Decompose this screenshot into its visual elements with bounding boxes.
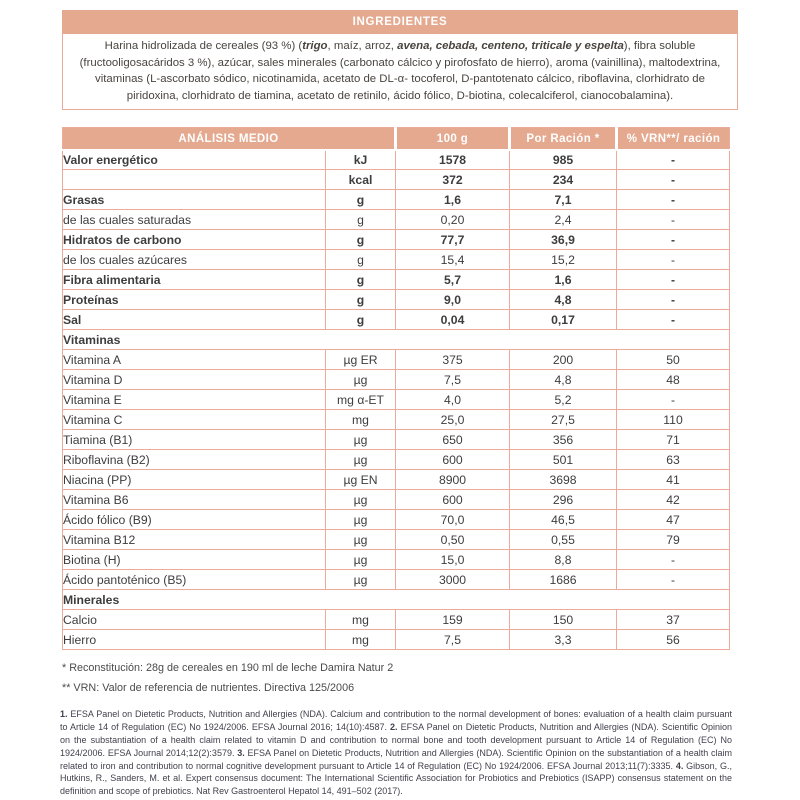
value-100g: 70,0: [396, 510, 510, 530]
table-row: [63, 290, 730, 310]
value-vrn-racion: 56: [617, 630, 730, 650]
value-100g: 1578: [396, 150, 510, 170]
nutrient-name: Niacina (PP): [63, 470, 326, 490]
table-row: [63, 230, 730, 250]
nutrient-unit: µg: [326, 370, 396, 390]
reference-number: 2.: [390, 722, 398, 733]
nutrient-name: Vitamina B6: [63, 490, 326, 510]
nutrient-name: Grasas: [63, 190, 326, 210]
nutrient-unit: kJ: [326, 150, 396, 170]
ingredients-section: [62, 10, 738, 110]
value-por-racion: 5,2: [510, 390, 617, 410]
value-100g: 650: [396, 430, 510, 450]
value-vrn-racion: -: [617, 390, 730, 410]
value-por-racion: 27,5: [510, 410, 617, 430]
value-vrn-racion: -: [617, 250, 730, 270]
nutrient-unit: µg: [326, 530, 396, 550]
text-run: EFSA Panel on Dietetic Products, Nutrition and Allergies (NDA). Scientific Opinion on the substantiation of a health claim related to iron and contribution to normal cognitive development pursuant to Article 14 of Regulation (EC) No 1924/2006. EFSA Journal 2013;11(7):3335.: [60, 747, 732, 771]
reference-number: 4.: [675, 760, 684, 771]
table-row: [63, 390, 730, 410]
nutrient-unit: µg: [326, 550, 396, 570]
table-row: [63, 210, 730, 230]
value-por-racion: 36,9: [510, 230, 617, 250]
value-por-racion: 2,4: [510, 210, 617, 230]
nutrient-name: Proteínas: [63, 290, 326, 310]
text-run: ), fibra soluble (fructooligosacáridos 3 %), azúcar, sales minerales (carbonato cálcico y pirofosfato de hierro), aroma (vainillina), maltodextrina, vitaminas (L-ascorbato sódico, nicotinamida, acetato de DL-α- tocoferol, D-pantotenato cálcico, riboflavina, clorhidrato de piridoxina, clorhidrato de tiamina, acetato de retinilo, ácido fólico, D-biotina, colecalciferol, cianocobalamina).: [79, 40, 721, 102]
reference-number: 1.: [60, 709, 68, 720]
table-row: [63, 430, 730, 450]
value-vrn-racion: -: [617, 290, 730, 310]
value-vrn-racion: 71: [617, 430, 730, 450]
value-100g: 8900: [396, 470, 510, 490]
nutrient-name: Hidratos de carbono: [63, 230, 326, 250]
table-row: [63, 490, 730, 510]
value-vrn-racion: 42: [617, 490, 730, 510]
value-vrn-racion: -: [617, 230, 730, 250]
value-por-racion: 15,2: [510, 250, 617, 270]
nutrient-name: Fibra alimentaria: [63, 270, 326, 290]
value-100g: 77,7: [396, 230, 510, 250]
references-text: [60, 708, 732, 798]
text-run: Harina hidrolizada de cereales (93 %) (: [104, 40, 303, 52]
value-por-racion: 1686: [510, 570, 617, 590]
value-por-racion: 200: [510, 350, 617, 370]
value-vrn-racion: 48: [617, 370, 730, 390]
nutrient-name: Calcio: [63, 610, 326, 630]
value-100g: 0,50: [396, 530, 510, 550]
nutrient-unit: kcal: [326, 170, 396, 190]
value-100g: 372: [396, 170, 510, 190]
nutrient-name: Vitamina B12: [63, 530, 326, 550]
nutrient-unit: µg: [326, 430, 396, 450]
value-por-racion: 3698: [510, 470, 617, 490]
nutrient-unit: µg: [326, 570, 396, 590]
nutrient-unit: mg: [326, 630, 396, 650]
value-vrn-racion: 47: [617, 510, 730, 530]
nutrient-name: Biotina (H): [63, 550, 326, 570]
table-row: [63, 450, 730, 470]
table-row: [63, 250, 730, 270]
nutrient-name: Hierro: [63, 630, 326, 650]
value-por-racion: 234: [510, 170, 617, 190]
nutrient-unit: µg: [326, 450, 396, 470]
nutrient-unit: g: [326, 310, 396, 330]
value-100g: 7,5: [396, 630, 510, 650]
footnote-vrn: ** VRN: Valor de referencia de nutrientes. Directiva 125/2006: [62, 682, 355, 695]
nutrient-unit: µg ER: [326, 350, 396, 370]
value-vrn-racion: -: [617, 550, 730, 570]
ingredients-title: INGREDIENTES: [62, 10, 738, 34]
reference-number: 3.: [237, 747, 245, 758]
nutrient-unit: mg: [326, 610, 396, 630]
value-100g: 0,20: [396, 210, 510, 230]
value-100g: 1,6: [396, 190, 510, 210]
nutrient-unit: mg α-ET: [326, 390, 396, 410]
value-vrn-racion: -: [617, 210, 730, 230]
nutrient-unit: g: [326, 290, 396, 310]
value-vrn-racion: -: [617, 570, 730, 590]
value-100g: 600: [396, 450, 510, 470]
value-por-racion: 150: [510, 610, 617, 630]
nutrient-unit: µg EN: [326, 470, 396, 490]
value-100g: 4,0: [396, 390, 510, 410]
value-vrn-racion: 110: [617, 410, 730, 430]
nutrient-name: Ácido pantoténico (B5): [63, 570, 326, 590]
table-row: [63, 510, 730, 530]
table-row: [63, 310, 730, 330]
table-row: [63, 270, 730, 290]
value-vrn-racion: 50: [617, 350, 730, 370]
column-header-100g: 100 g: [396, 128, 510, 150]
nutrient-unit: g: [326, 210, 396, 230]
table-row: [63, 530, 730, 550]
value-vrn-racion: 63: [617, 450, 730, 470]
nutrient-name: de los cuales azúcares: [63, 250, 326, 270]
value-vrn-racion: -: [617, 270, 730, 290]
column-header-analisis-medio: ANÁLISIS MEDIO: [63, 128, 396, 150]
value-vrn-racion: -: [617, 190, 730, 210]
value-100g: 15,4: [396, 250, 510, 270]
value-por-racion: 0,17: [510, 310, 617, 330]
text-run: Gibson, G., Hutkins, R., Sanders, M. et al. Expert consensus document: The International Scientific Association for Probiotics and Prebiotics (ISAPP) consensus statement on the definition and scope of prebiotics. Nat Rev Gastroenterol Hepatol 14, 491–502 (2017).: [60, 760, 732, 797]
nutrient-unit: g: [326, 270, 396, 290]
value-vrn-racion: 37: [617, 610, 730, 630]
table-row: [63, 350, 730, 370]
nutrient-name: Valor energético: [63, 150, 326, 170]
section-title: Vitaminas: [63, 330, 730, 350]
value-100g: 3000: [396, 570, 510, 590]
nutrient-unit: g: [326, 190, 396, 210]
value-por-racion: 985: [510, 150, 617, 170]
nutrient-name: Vitamina E: [63, 390, 326, 410]
value-por-racion: 4,8: [510, 370, 617, 390]
table-row: [63, 150, 730, 170]
allergen-emphasis: avena, cebada, centeno, triticale y espelta: [397, 40, 624, 52]
nutrient-name: Vitamina D: [63, 370, 326, 390]
value-vrn-racion: 41: [617, 470, 730, 490]
nutrient-name: Vitamina C: [63, 410, 326, 430]
nutrient-name: Sal: [63, 310, 326, 330]
table-row: [63, 170, 730, 190]
value-100g: 15,0: [396, 550, 510, 570]
table-row: [63, 610, 730, 630]
nutrient-name: [63, 170, 326, 190]
value-100g: 600: [396, 490, 510, 510]
footnote-reconstitucion: * Reconstitución: 28g de cereales en 190 ml de leche Damira Natur 2: [62, 662, 394, 675]
column-header-vrn: % VRN**/ ración: [617, 128, 730, 150]
section-row: [63, 330, 730, 350]
table-header-row: [63, 128, 730, 150]
nutrient-unit: µg: [326, 490, 396, 510]
nutrition-table: [62, 127, 730, 650]
nutrient-unit: mg: [326, 410, 396, 430]
table-row: [63, 550, 730, 570]
value-vrn-racion: -: [617, 150, 730, 170]
value-100g: 25,0: [396, 410, 510, 430]
text-run: EFSA Panel on Dietetic Products, Nutrition and Allergies (NDA). Calcium and contribution to the normal development of bones: evaluation of a health claim pursuant to Article 14 of Regulation (EC) No 1924/2006. EFSA Journal 2016; 14(10):4587.: [60, 709, 732, 733]
nutrient-name: de las cuales saturadas: [63, 210, 326, 230]
value-100g: 0,04: [396, 310, 510, 330]
table-row: [63, 570, 730, 590]
value-100g: 7,5: [396, 370, 510, 390]
value-100g: 159: [396, 610, 510, 630]
value-por-racion: 4,8: [510, 290, 617, 310]
value-por-racion: 0,55: [510, 530, 617, 550]
value-100g: 9,0: [396, 290, 510, 310]
value-vrn-racion: 79: [617, 530, 730, 550]
nutrient-name: Vitamina A: [63, 350, 326, 370]
value-por-racion: 46,5: [510, 510, 617, 530]
table-row: [63, 370, 730, 390]
column-header-por-racion: Por Ración *: [510, 128, 617, 150]
allergen-emphasis: trigo: [302, 40, 328, 52]
text-run: , maíz, arroz,: [327, 40, 398, 52]
nutrient-unit: µg: [326, 510, 396, 530]
nutrient-name: Ácido fólico (B9): [63, 510, 326, 530]
nutrient-unit: g: [326, 250, 396, 270]
value-100g: 5,7: [396, 270, 510, 290]
section-title: Minerales: [63, 590, 730, 610]
value-100g: 375: [396, 350, 510, 370]
table-row: [63, 410, 730, 430]
value-vrn-racion: -: [617, 310, 730, 330]
section-row: [63, 590, 730, 610]
value-por-racion: 296: [510, 490, 617, 510]
table-row: [63, 190, 730, 210]
nutrient-name: Tiamina (B1): [63, 430, 326, 450]
value-por-racion: 8,8: [510, 550, 617, 570]
text-run: EFSA Panel on Dietetic Products, Nutrition and Allergies (NDA). Scientific Opinion on the substantiation of a health claim related to vitamin D and contribution to normal bone and tooth development pursuant to Article 14 of Regulation (EC) No 1924/2006. EFSA Journal 2014;12(2):3579.: [60, 722, 732, 758]
nutrient-name: Riboflavina (B2): [63, 450, 326, 470]
value-vrn-racion: -: [617, 170, 730, 190]
value-por-racion: 501: [510, 450, 617, 470]
value-por-racion: 3,3: [510, 630, 617, 650]
table-row: [63, 630, 730, 650]
value-por-racion: 7,1: [510, 190, 617, 210]
ingredients-text: [62, 34, 738, 110]
value-por-racion: 356: [510, 430, 617, 450]
nutrient-unit: g: [326, 230, 396, 250]
table-row: [63, 470, 730, 490]
value-por-racion: 1,6: [510, 270, 617, 290]
